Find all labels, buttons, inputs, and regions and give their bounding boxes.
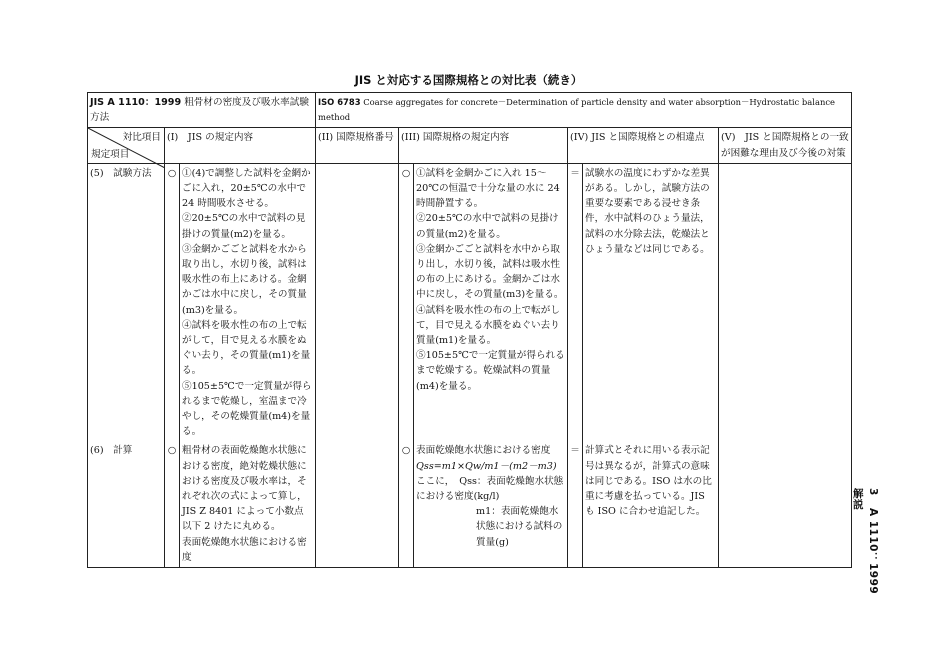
header-col4: (IV) JIS と国際規格との相違点 (568, 128, 719, 163)
table-row (88, 441, 852, 567)
diff-mark: ＝ (568, 163, 583, 441)
diff-mark: ＝ (568, 441, 583, 567)
iso-step: ④試料を吸水性の布の上で転がして，目で見える水膜をぬぐい去り質量(m1)を量る。 (416, 304, 560, 347)
header-col1: (I) JIS の規定内容 (165, 128, 316, 163)
diff-text: 計算式とそれに用いる表示記号は異なるが，計算式の意味は同じである。ISO は水の比重に考慮を払っている。JIS も ISO に合わせ追記した。 (583, 441, 719, 567)
item-label: (6) 計算 (88, 441, 165, 567)
iso-standard-name: Coarse aggregates for concrete－Determination of particle density and water absorption－Hydrostatic balance method (318, 97, 835, 123)
iso-mark: ○ (399, 441, 414, 567)
item-label: (5) 試験方法 (88, 163, 165, 441)
iso-text: 表面乾燥飽水状態における密度 (416, 445, 551, 457)
jis-content (180, 441, 316, 567)
jis-content (180, 163, 316, 441)
jis-step: ①(4)で調整した試料を金網かごに入れ，20±5℃の水中で 24 時間吸水させる。 (182, 167, 311, 210)
comparison-table (87, 92, 852, 568)
reason-text (719, 441, 852, 567)
iso-text: m1：表面乾燥飽水状態における試料の質量(g) (476, 506, 563, 548)
side-label (851, 488, 880, 608)
jis-step: ⑤105±5℃で一定質量が得られるまで乾燥し，室温まで冷やし，その乾燥質量(m4)を量る。 (182, 380, 312, 438)
iso-content (414, 163, 568, 441)
diff-text: 試験水の温度にわずかな差異がある。しかし，試験方法の重要な要素である浸せき条件，水中試料のひょう量法，試料の水分除去法，乾燥法とひょう量などは同じである。 (583, 163, 719, 441)
jis-standard-name: 粗骨材の密度及び吸水率試験方法 (90, 97, 309, 124)
jis-text: 粗骨材の表面乾燥飽水状態における密度，絶対乾燥状態における密度及び吸水率は，それぞれ次の式によって算し，JIS Z 8401 によって小数点以下 2 けたに丸める。 (182, 445, 307, 533)
iso-text: ここに， Qss：表面乾燥飽水状態における密度(kg/l) (416, 475, 564, 503)
iso-standard-code: ISO 6783 (318, 97, 361, 107)
document-id: A 1110：1999 解説 (851, 488, 879, 606)
header-row (88, 128, 852, 163)
page-title: JIS と対応する国際規格との対比表（続き） (354, 73, 583, 87)
jis-standard-cell (88, 93, 316, 128)
iso-number (316, 441, 399, 567)
page-number: 3 (867, 488, 879, 496)
corner-bottom-label: 規定項目 (91, 148, 130, 160)
iso-mark: ○ (399, 163, 414, 441)
iso-content (414, 441, 568, 567)
iso-number (316, 163, 399, 441)
jis-mark: ○ (165, 163, 180, 441)
iso-step: ②20±5℃の水中で試料の見掛けの質量(m2)を量る。 (416, 213, 559, 240)
iso-step: ③金網かごごと試料を水中から取り出し，水切り後，試料は吸水性の布の上にあける。金網かごは水中に戻し，その質量(m3)を量る。 (416, 243, 564, 301)
jis-standard-code: JIS A 1110：1999 (90, 97, 182, 108)
jis-text: 表面乾燥飽水状態における密度 (182, 536, 307, 563)
standards-row (88, 93, 852, 128)
header-col3: (III) 国際規格の規定内容 (399, 128, 568, 163)
jis-step: ②20±5℃の水中で試料の見掛けの質量(m2)を量る。 (182, 213, 306, 240)
reason-text (719, 163, 852, 441)
jis-mark: ○ (165, 441, 180, 567)
iso-standard-cell (316, 93, 852, 128)
iso-step: ①試料を金網かごに入れ 15～20℃の恒温で十分な量の水に 24 時間静置する。 (416, 167, 560, 210)
iso-step: ⑤105±5℃で一定質量が得られるまで乾燥する。乾燥試料の質量(m4)を量る。 (416, 350, 565, 392)
header-col2: (II) 国際規格番号 (316, 128, 399, 163)
table-row (88, 163, 852, 441)
diagonal-header-cell (88, 128, 165, 163)
jis-step: ③金網かごごと試料を水から取り出し，水切り後，試料は吸水性の布上にあける。金網かごは水中に戻し，その質量(m3)を量る。 (182, 243, 307, 316)
iso-formula: Qss=m1×Qw/m1－(m2－m3) (416, 460, 557, 472)
header-col5: (V) JIS と国際規格との一致が困難な理由及び今後の対策 (719, 128, 852, 163)
corner-top-label: 対比項目 (122, 132, 161, 144)
jis-step: ④試料を吸水性の布の上で転がして，目で見える水膜をぬぐい去り，その質量(m1)を量る。 (182, 319, 311, 377)
